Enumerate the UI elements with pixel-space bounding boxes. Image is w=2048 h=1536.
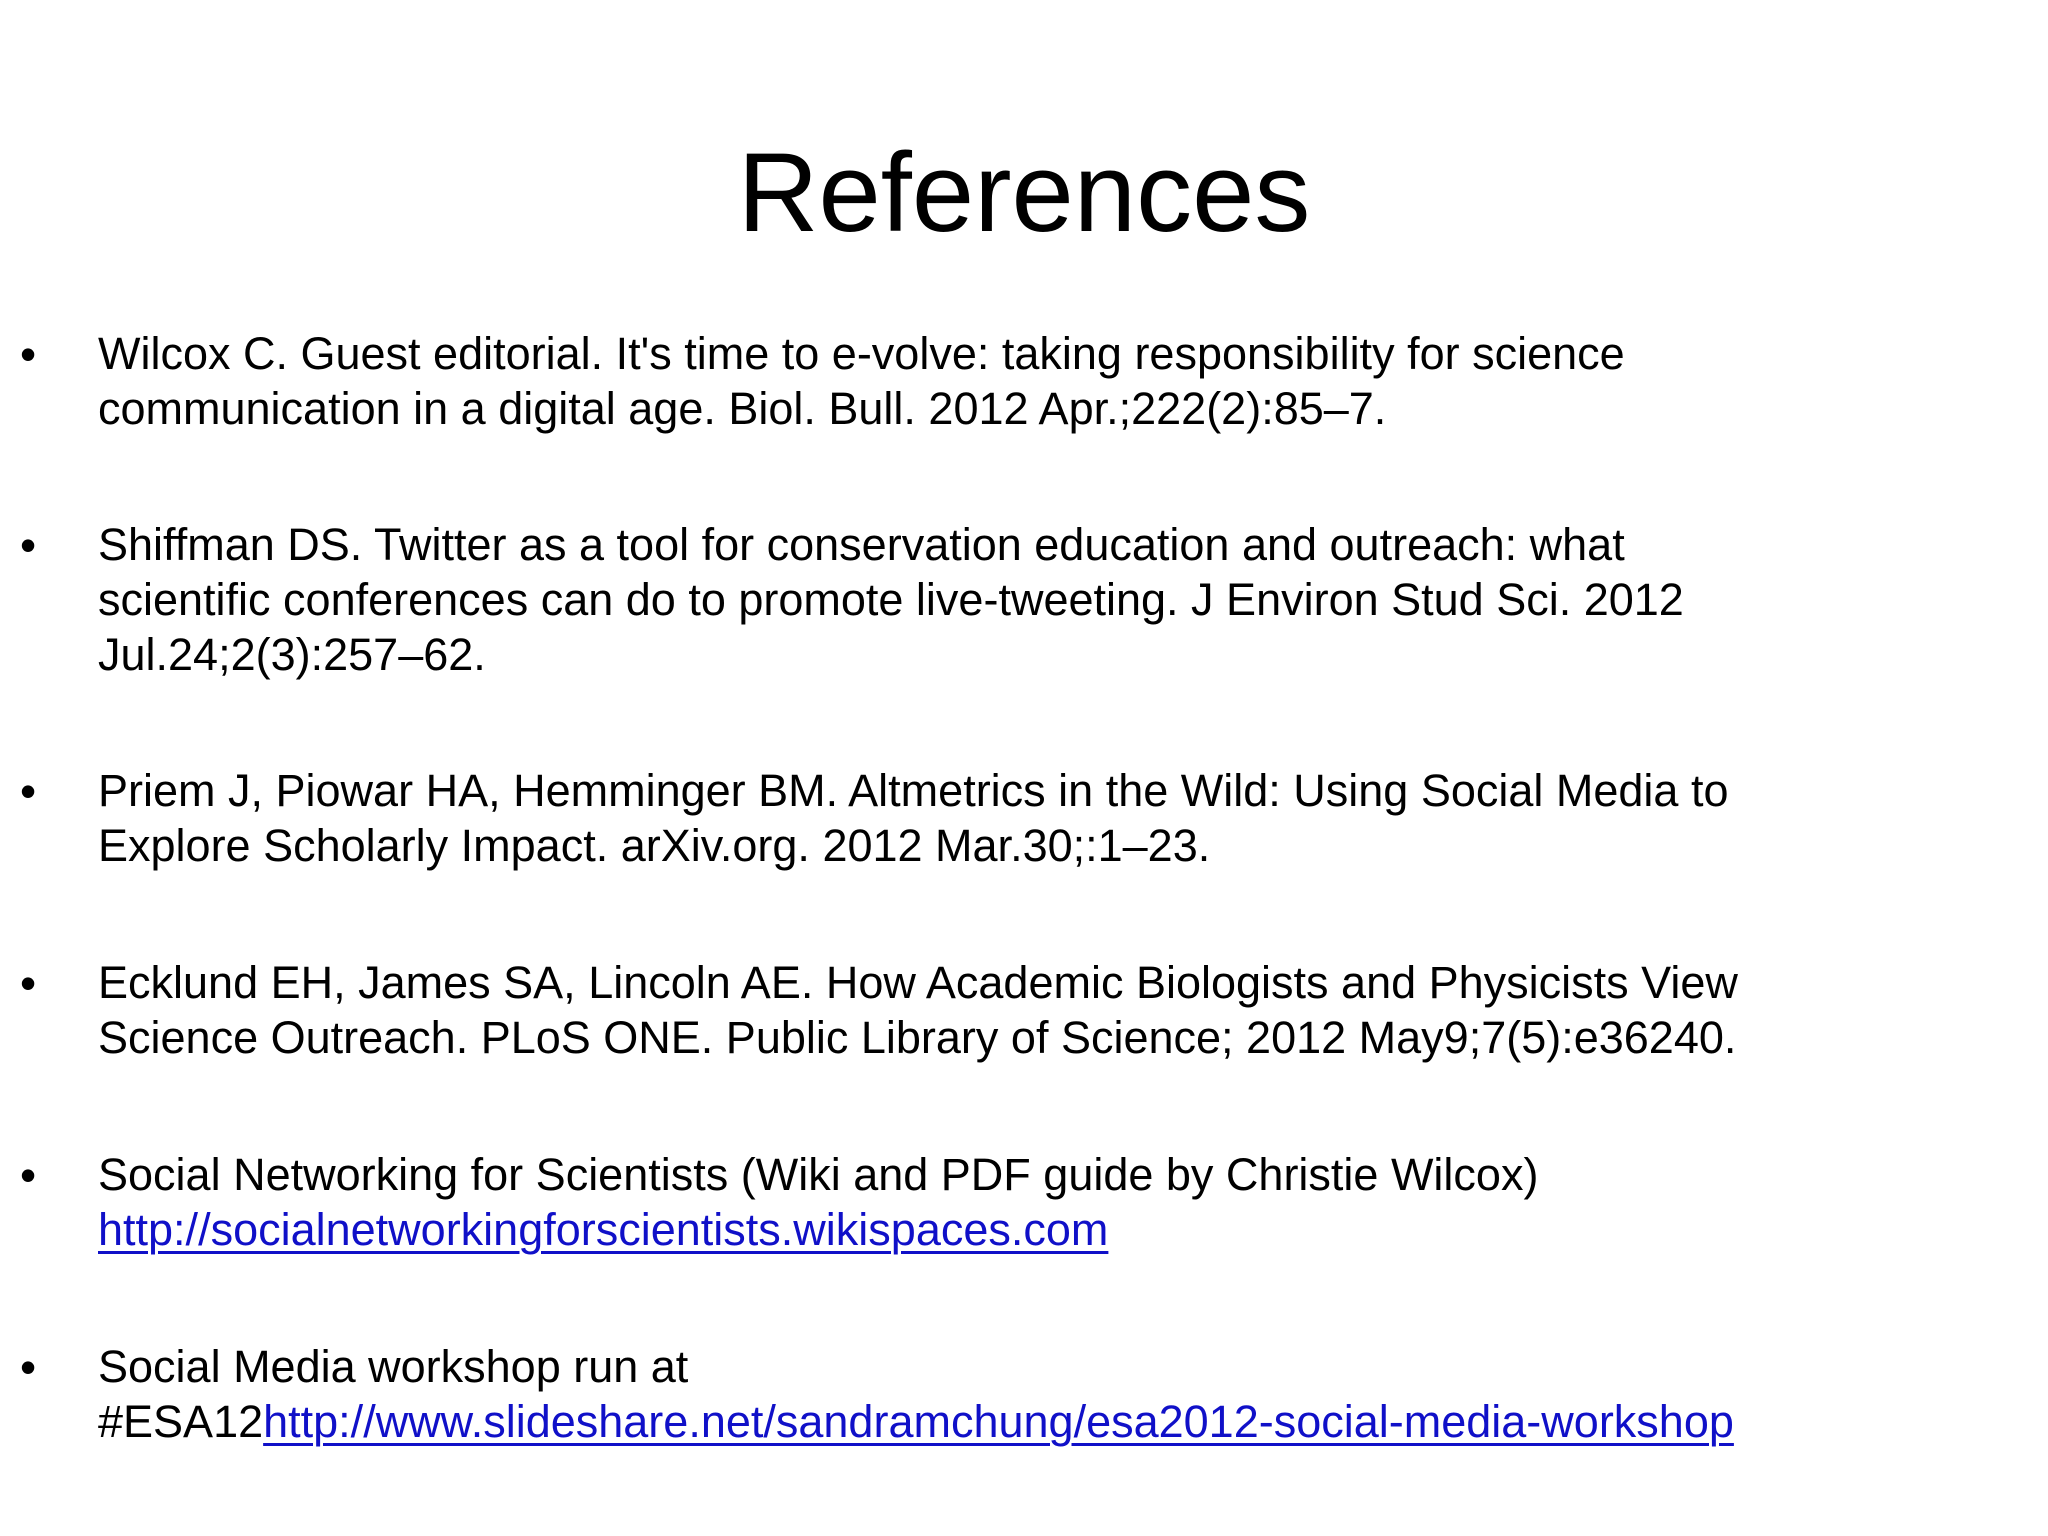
reference-text [98, 955, 2028, 1065]
reference-line: Social Media workshop run at [98, 1341, 689, 1392]
bullet-icon: • [20, 765, 37, 817]
bullet-icon: • [20, 1149, 37, 1201]
reference-line: Ecklund EH, James SA, Lincoln AE. How Academic Biologists and Physicists View [98, 957, 1738, 1008]
reference-text [98, 1339, 2028, 1449]
bullet-icon: • [20, 328, 37, 380]
wikispaces-link[interactable]: http://socialnetworkingforscientists.wikispaces.com [98, 1204, 1109, 1255]
reference-line: Explore Scholarly Impact. arXiv.org. 2012 Mar.30;:1–23. [98, 820, 1211, 871]
reference-line: Shiffman DS. Twitter as a tool for conservation education and outreach: what [98, 519, 1625, 570]
reference-line: scientific conferences can do to promote live-tweeting. J Environ Stud Sci. 2012 [98, 574, 1684, 625]
reference-text [98, 326, 2028, 436]
reference-text [98, 1147, 2028, 1257]
slide-title: References [737, 130, 1311, 255]
bullet-icon: • [20, 957, 37, 1009]
reference-line: Wilcox C. Guest editorial. It's time to e-volve: taking responsibility for science [98, 328, 1625, 379]
reference-line: communication in a digital age. Biol. Bull. 2012 Apr.;222(2):85–7. [98, 383, 1387, 434]
reference-line: Jul.24;2(3):257–62. [98, 629, 486, 680]
reference-link-line [98, 1202, 2028, 1257]
slideshare-link[interactable]: http://www.slideshare.net/sandramchung/esa2012-social-media-workshop [263, 1396, 1734, 1447]
reference-line: Social Networking for Scientists (Wiki and PDF guide by Christie Wilcox) [98, 1149, 1539, 1200]
bullet-icon: • [20, 519, 37, 571]
hashtag-text: #ESA12 [98, 1396, 264, 1447]
reference-line: Science Outreach. PLoS ONE. Public Library of Science; 2012 May9;7(5):e36240. [98, 1012, 1737, 1063]
reference-line: Priem J, Piowar HA, Hemminger BM. Altmetrics in the Wild: Using Social Media to [98, 765, 1729, 816]
reference-text [98, 763, 2028, 873]
bullet-icon: • [20, 1341, 37, 1393]
reference-text [98, 517, 2028, 682]
reference-link-line [98, 1394, 2028, 1449]
